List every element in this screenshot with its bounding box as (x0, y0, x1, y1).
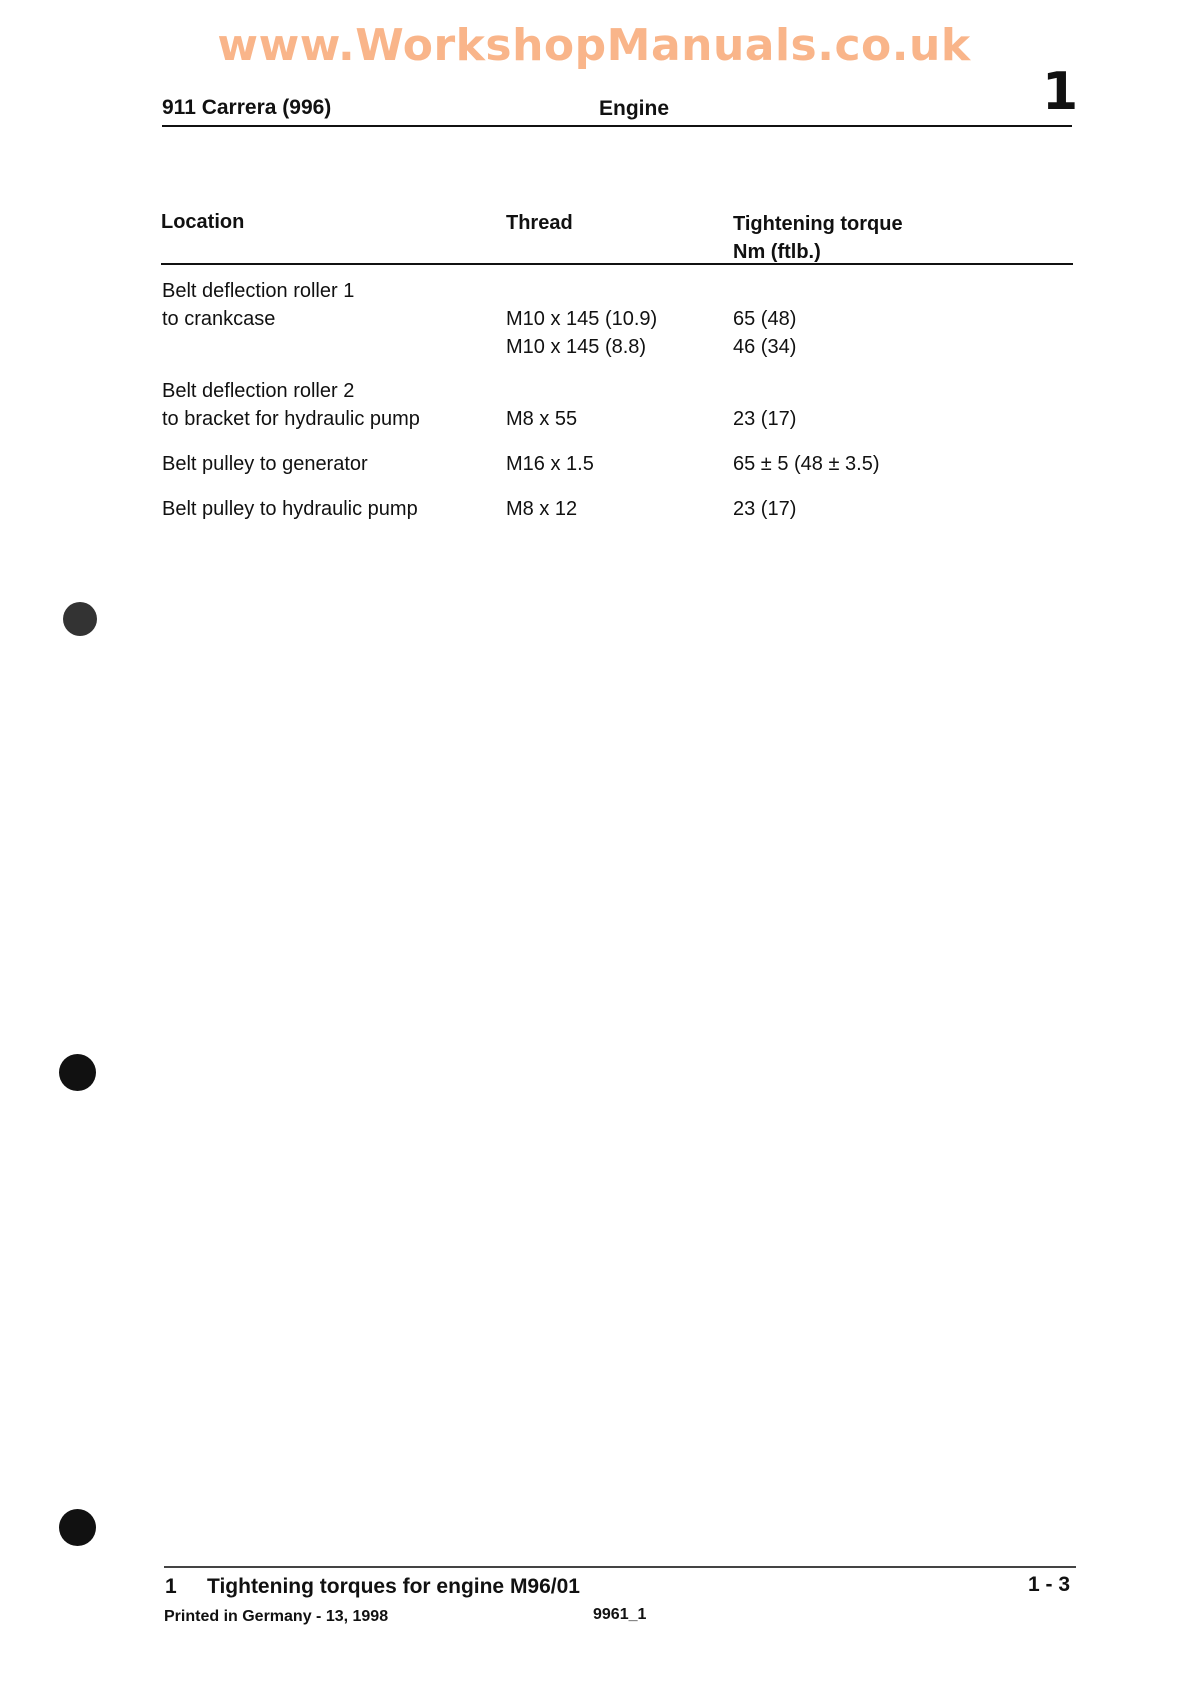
table-cell-thread: M8 x 55 (506, 408, 578, 430)
watermark: www.WorkshopManuals.co.uk (217, 20, 971, 71)
footer-printed-info: Printed in Germany - 13, 1998 (164, 1608, 389, 1625)
table-cell-thread: M10 x 145 (10.9) (506, 308, 658, 330)
punch-hole (63, 602, 97, 636)
table-cell-thread: M10 x 145 (8.8) (506, 336, 647, 358)
header-chapter-number: 1 (1042, 62, 1079, 122)
column-header-torque: Tightening torque (733, 213, 903, 235)
table-cell-torque: 23 (17) (733, 498, 797, 520)
footer-figure-number: 1 (165, 1575, 177, 1598)
footer-title: Tightening torques for engine M96/01 (207, 1575, 580, 1598)
table-cell-location: Belt deflection roller 1 (162, 280, 355, 302)
column-header-torque-unit: Nm (ftlb.) (733, 241, 821, 263)
punch-hole (59, 1509, 96, 1546)
table-cell-torque: 46 (34) (733, 336, 797, 358)
table-cell-torque: 23 (17) (733, 408, 797, 430)
table-cell-torque: 65 (48) (733, 308, 797, 330)
footer-rule (164, 1566, 1076, 1568)
table-cell-location: to bracket for hydraulic pump (162, 408, 420, 430)
column-header-thread: Thread (506, 212, 573, 234)
table-cell-location: Belt pulley to hydraulic pump (162, 498, 418, 520)
table-cell-location: to crankcase (162, 308, 276, 330)
header-section: Engine (599, 97, 670, 120)
table-cell-torque: 65 ± 5 (48 ± 3.5) (733, 453, 880, 475)
header-rule (162, 125, 1072, 127)
footer-document-code: 9961_1 (593, 1606, 647, 1623)
footer-page-number: 1 - 3 (1028, 1573, 1071, 1596)
table-cell-location: Belt pulley to generator (162, 453, 368, 475)
table-cell-thread: M16 x 1.5 (506, 453, 594, 475)
table-cell-thread: M8 x 12 (506, 498, 578, 520)
table-header-rule (161, 263, 1073, 265)
table-cell-location: Belt deflection roller 2 (162, 380, 355, 402)
punch-hole (59, 1054, 96, 1091)
header-model: 911 Carrera (996) (162, 96, 332, 119)
column-header-location: Location (161, 211, 245, 233)
